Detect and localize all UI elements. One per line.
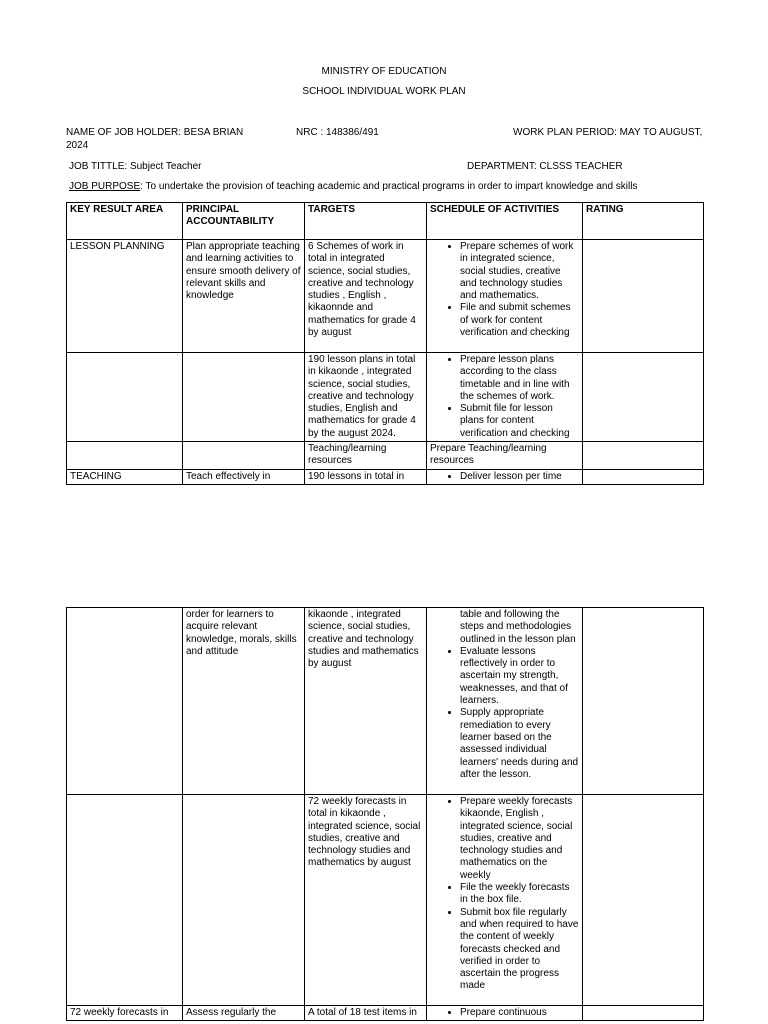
key-result-area-cell: TEACHING [67,469,183,484]
header-key-result-area: KEY RESULT AREA [67,203,183,240]
header-principal-accountability: PRINCIPAL ACCOUNTABILITY [183,203,305,240]
table-row [67,442,704,470]
list-item: • Evaluate lessons reflectively in order to ascertain my strength, weaknesses, and that of learners. [460,646,579,707]
job-purpose-label: JOB PURPOSE [69,181,141,192]
work-plan-table-page1 [66,202,704,485]
activity-list [430,354,579,440]
key-result-area-cell [67,608,183,795]
rating-cell [583,795,704,1006]
activities-cell [427,353,583,442]
key-result-area-cell: 72 weekly forecasts in [67,1006,183,1021]
ministry-title: MINISTRY OF EDUCATION [321,66,447,77]
key-result-area-cell [67,795,183,1006]
activities-cell [427,608,583,795]
rating-cell [583,240,704,353]
list-item: • Prepare schemes of work in integrated science, social studies, creative and technology studies and mathematics. [460,241,579,302]
job-purpose-text: : To undertake the provision of teaching academic and practical programs in order to impart knowledge and skills [140,181,638,192]
activities-cell: Prepare Teaching/learning resources [427,442,583,470]
activity-list [430,646,579,781]
job-holder-name: NAME OF JOB HOLDER: BESA BRIAN [66,127,244,138]
table-header-row [67,203,704,240]
rating-cell [583,353,704,442]
target-cell: Teaching/learning resources [305,442,427,470]
nrc-number: NRC : 148386/491 [296,127,379,138]
target-cell: A total of 18 test items in [305,1006,427,1021]
accountability-cell: Plan appropriate teaching and learning activities to ensure smooth delivery of relevant skills and knowledge [183,240,305,353]
target-cell: kikaonde , integrated science, social studies, creative and technology studies and mathematics by august [305,608,427,795]
table-row [67,469,704,484]
activity-list [430,241,579,339]
work-plan-period: WORK PLAN PERIOD: MAY TO AUGUST, [513,127,703,138]
rating-cell [583,1006,704,1021]
target-cell: 6 Schemes of work in total in integrated science, social studies, creative and technology studies , English , kikaonnde and mathematics for grade 4 by august [305,240,427,353]
rating-cell [583,469,704,484]
activities-cell [427,795,583,1006]
activities-cell [427,240,583,353]
target-cell: 190 lesson plans in total in kikaonde , integrated science, social studies, creative and technology studies, English and mathematics for grade 4 by the august 2024. [305,353,427,442]
list-item: • Prepare continuous [460,1007,579,1019]
list-item: • File the weekly forecasts in the box file. [460,882,579,907]
activity-list [430,471,579,483]
table-row [67,608,704,795]
activity-list [430,796,579,993]
activities-cell [427,469,583,484]
job-title: JOB TITTLE: Subject Teacher [69,161,202,172]
table-row [67,795,704,1006]
header-targets: TARGETS [305,203,427,240]
department: DEPARTMENT: CLSSS TEACHER [467,161,623,172]
key-result-area-cell [67,442,183,470]
target-cell: 190 lessons in total in [305,469,427,484]
accountability-cell [183,442,305,470]
table-row [67,240,704,353]
accountability-cell [183,353,305,442]
accountability-cell: Teach effectively in [183,469,305,484]
rating-cell [583,608,704,795]
work-plan-table-page2 [66,607,704,1021]
activity-continuation: table and following the steps and methodologies outlined in the lesson plan [460,609,576,645]
accountability-cell [183,795,305,1006]
list-item: • Submit file for lesson plans for content verification and checking [460,403,579,440]
list-item: • Submit box file regularly and when required to have the content of weekly forecasts checked and verified in order to ascertain the progress made [460,907,579,993]
list-item: • Supply appropriate remediation to every learner based on the assessed individual learners' needs during and after the lesson. [460,707,579,781]
list-item: • File and submit schemes of work for content verification and checking [460,302,579,339]
list-item: • Prepare lesson plans according to the class timetable and in line with the schemes of work. [460,354,579,403]
header-schedule-of-activities: SCHEDULE OF ACTIVITIES [427,203,583,240]
target-cell: 72 weekly forecasts in total in kikaonde , integrated science, social studies, creative and technology studies and mathematics by august [305,795,427,1006]
accountability-cell: order for learners to acquire relevant knowledge, morals, skills and attitude [183,608,305,795]
rating-cell [583,442,704,470]
key-result-area-cell: LESSON PLANNING [67,240,183,353]
table-row [67,353,704,442]
activities-cell [427,1006,583,1021]
job-purpose [69,181,637,192]
list-item: • Prepare weekly forecasts kikaonde, English , integrated science, social studies, creative and technology studies and mathematics on the weekly [460,796,579,882]
accountability-cell: Assess regularly the [183,1006,305,1021]
work-plan-year: 2024 [66,140,89,151]
activity-list [430,1007,579,1019]
plan-title: SCHOOL INDIVIDUAL WORK PLAN [302,86,466,97]
key-result-area-cell [67,353,183,442]
table-row [67,1006,704,1021]
header-rating: RATING [583,203,704,240]
list-item: • Deliver lesson per time [460,471,579,483]
